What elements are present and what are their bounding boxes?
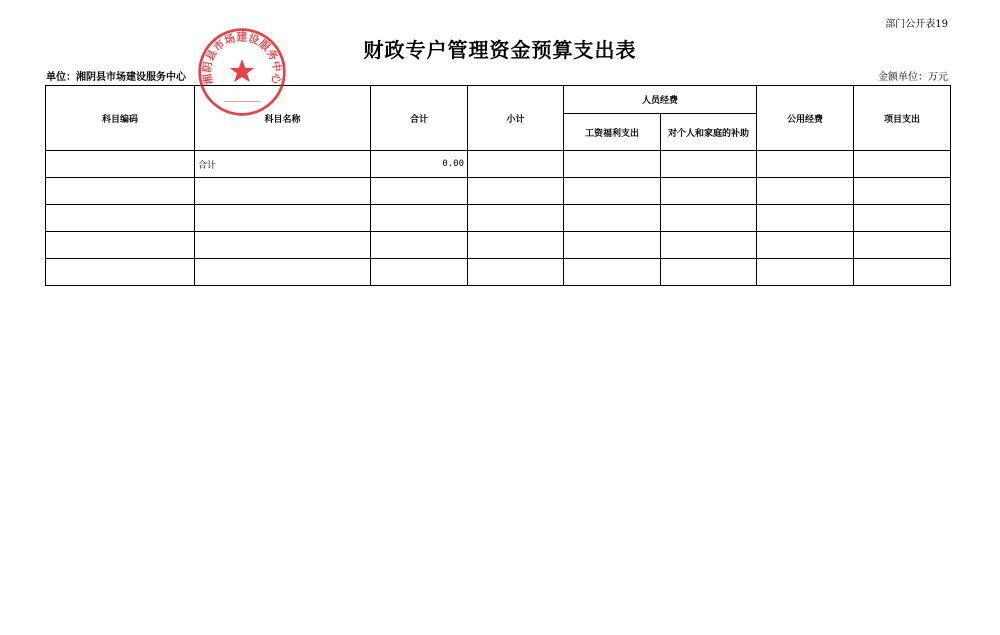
cell-salary [564,259,661,286]
cell-subtotal [468,151,564,178]
header-salary: 工资福利支出 [564,114,661,151]
cell-subsidy [661,232,757,259]
header-subsidy: 对个人和家庭的补助 [661,114,757,151]
table-row [46,205,951,232]
cell-subtotal [468,259,564,286]
amount-unit-label: 金额单位：万元 [878,72,948,83]
cell-public [757,151,854,178]
table-row [46,259,951,286]
cell-code [46,259,195,286]
header-personnel: 人员经费 [564,86,757,114]
table-row [46,232,951,259]
cell-subsidy [661,259,757,286]
cell-code [46,151,195,178]
cell-subsidy [661,205,757,232]
cell-public [757,232,854,259]
budget-table [45,85,951,286]
cell-subsidy [661,151,757,178]
header-subtotal: 小计 [468,86,564,151]
cell-salary [564,178,661,205]
cell-public [757,205,854,232]
cell-total [371,178,468,205]
cell-total [371,232,468,259]
cell-project [854,151,951,178]
table-row [46,178,951,205]
cell-subtotal [468,178,564,205]
table-row [46,151,951,178]
header-public: 公用经费 [757,86,854,151]
page-title: 财政专户管理资金预算支出表 [363,38,637,62]
cell-name [195,205,371,232]
cell-subsidy [661,178,757,205]
header-project: 项目支出 [854,86,951,151]
cell-code [46,178,195,205]
unit-label: 单位：湘阴县市场建设服务中心 [46,72,186,83]
cell-code [46,205,195,232]
header-name: 科目名称 [195,86,371,151]
cell-project [854,232,951,259]
cell-salary [564,232,661,259]
cell-project [854,178,951,205]
cell-public [757,178,854,205]
table-header-row [46,86,951,114]
cell-public [757,259,854,286]
cell-total [371,259,468,286]
cell-code [46,232,195,259]
cell-subtotal [468,205,564,232]
cell-name [195,232,371,259]
cell-salary [564,205,661,232]
svg-text:湘阴县市场建设服务中心: 湘阴县市场建设服务中心 [201,31,283,86]
header-total: 合计 [371,86,468,151]
cell-project [854,205,951,232]
cell-total [371,205,468,232]
cell-subtotal [468,232,564,259]
cell-salary [564,151,661,178]
cell-name: 合计 [195,151,371,178]
cell-total: 0.00 [371,151,468,178]
cell-project [854,259,951,286]
header-code: 科目编码 [46,86,195,151]
cell-name [195,178,371,205]
cell-name [195,259,371,286]
form-number: 部门公开表19 [885,19,948,30]
